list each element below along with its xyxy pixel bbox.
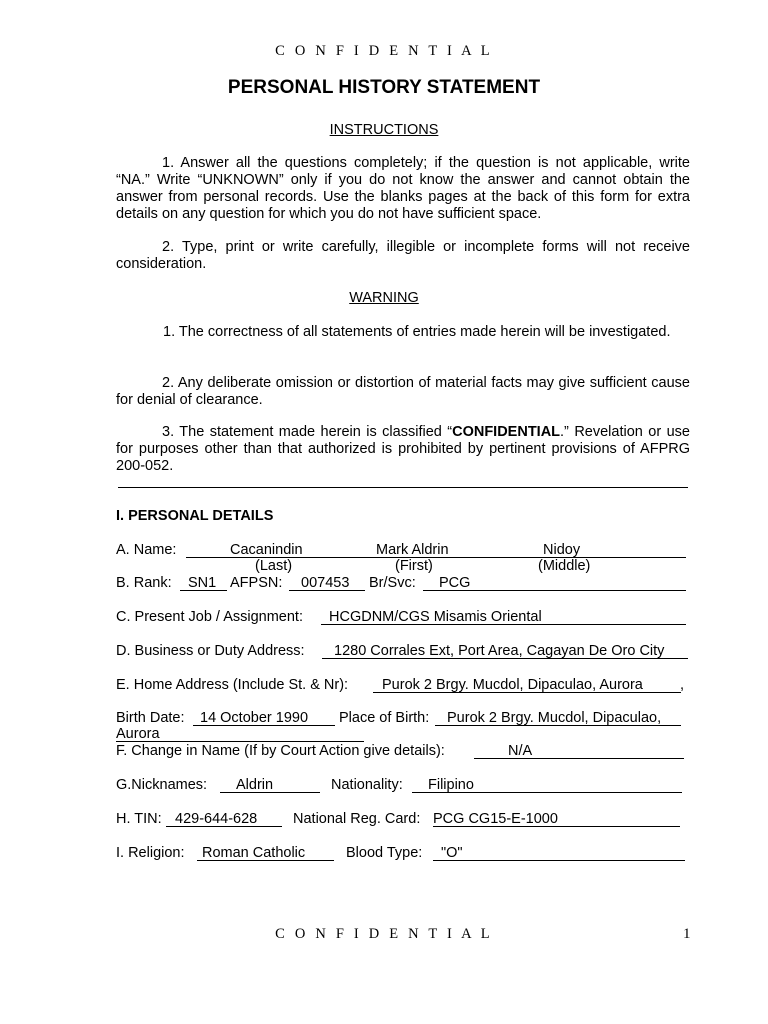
instructions-heading: INSTRUCTIONS <box>329 122 439 138</box>
section-heading: I. PERSONAL DETAILS <box>116 508 274 524</box>
blood-label: Blood Type: <box>346 845 423 861</box>
namechange-underline <box>474 758 684 759</box>
home-value[interactable]: Purok 2 Brgy. Mucdol, Dipaculao, Aurora <box>382 677 643 693</box>
birthplace-cont-underline <box>116 741 364 742</box>
warning-item-1-text: 1. The correctness of all statements of entries made herein will be investigated. <box>163 324 671 340</box>
blood-underline <box>433 860 685 861</box>
header-confidential: C O N F I D E N T I A L <box>275 43 493 59</box>
business-label: D. Business or Duty Address: <box>116 643 305 659</box>
middle-caption: (Middle) <box>538 558 591 574</box>
section-divider <box>118 487 688 488</box>
first-caption: (First) <box>395 558 433 574</box>
warning-item-3-after: .” Revelation or use for purposes other than that authorized is prohibited by pertinent provisions of AFPRG 200-052. <box>116 424 690 474</box>
afpsn-label: AFPSN: <box>230 575 283 591</box>
brsvc-value[interactable]: PCG <box>439 575 471 591</box>
last-caption: (Last) <box>255 558 293 574</box>
warning-item-1 <box>116 324 690 341</box>
birthplace-label: Place of Birth: <box>339 710 430 726</box>
birthdate-value[interactable]: 14 October 1990 <box>200 710 309 726</box>
last-name-value[interactable]: Cacanindin <box>230 542 303 558</box>
tin-value[interactable]: 429-644-628 <box>175 811 258 827</box>
blood-value[interactable]: "O" <box>441 845 463 861</box>
nationality-value[interactable]: Filipino <box>428 777 474 793</box>
job-label: C. Present Job / Assignment: <box>116 609 303 625</box>
birthplace-value[interactable]: Purok 2 Brgy. Mucdol, Dipaculao, <box>447 710 662 726</box>
namechange-label: F. Change in Name (If by Court Action give details): <box>116 743 445 759</box>
birthdate-label: Birth Date: <box>116 710 185 726</box>
nickname-label: G.Nicknames: <box>116 777 208 793</box>
warning-item-3 <box>116 424 690 475</box>
business-value[interactable]: 1280 Corrales Ext, Port Area, Cagayan De Oro City <box>334 643 665 659</box>
job-value[interactable]: HCGDNM/CGS Misamis Oriental <box>329 609 542 625</box>
footer-confidential: C O N F I D E N T I A L <box>275 926 493 942</box>
home-comma: , <box>680 677 685 693</box>
confidential-emphasis: CONFIDENTIAL <box>452 424 561 440</box>
nationality-label: Nationality: <box>331 777 403 793</box>
nickname-value[interactable]: Aldrin <box>236 777 274 793</box>
instructions-item-1 <box>116 155 690 223</box>
natreg-value[interactable]: PCG CG15-E-1000 <box>433 811 558 827</box>
home-label: E. Home Address (Include St. & Nr): <box>116 677 349 693</box>
birthplace-continued[interactable]: Aurora <box>116 726 160 742</box>
instructions-item-2-text: 2. Type, print or write carefully, illegible or incomplete forms will not receive consideration. <box>116 239 690 272</box>
brsvc-label: Br/Svc: <box>369 575 416 591</box>
name-label: A. Name: <box>116 542 177 558</box>
warning-item-2 <box>116 375 690 409</box>
instructions-item-2 <box>116 239 690 273</box>
warning-item-2-text: 2. Any deliberate omission or distortion of material facts may give sufficient cause for denial of clearance. <box>116 375 690 408</box>
namechange-value[interactable]: N/A <box>508 743 533 759</box>
natreg-label: National Reg. Card: <box>293 811 421 827</box>
tin-label: H. TIN: <box>116 811 162 827</box>
instructions-item-1-text: 1. Answer all the questions completely; if the question is not applicable, write “NA.” Write “UNKNOWN” only if you do not know the answer and cannot obtain the answer from personal records. Use the blanks pages at the back of this form for extra details on any question for which you do not have sufficient space. <box>116 155 690 222</box>
rank-label: B. Rank: <box>116 575 172 591</box>
warning-item-3-before: 3. The statement made herein is classified “ <box>162 424 453 440</box>
warning-heading: WARNING <box>349 290 419 306</box>
page-number: 1 <box>683 926 691 942</box>
religion-value[interactable]: Roman Catholic <box>202 845 306 861</box>
religion-label: I. Religion: <box>116 845 185 861</box>
middle-name-value[interactable]: Nidoy <box>543 542 581 558</box>
document-title: PERSONAL HISTORY STATEMENT <box>227 77 541 98</box>
rank-value[interactable]: SN1 <box>188 575 217 591</box>
afpsn-value[interactable]: 007453 <box>301 575 350 591</box>
first-name-value[interactable]: Mark Aldrin <box>376 542 449 558</box>
